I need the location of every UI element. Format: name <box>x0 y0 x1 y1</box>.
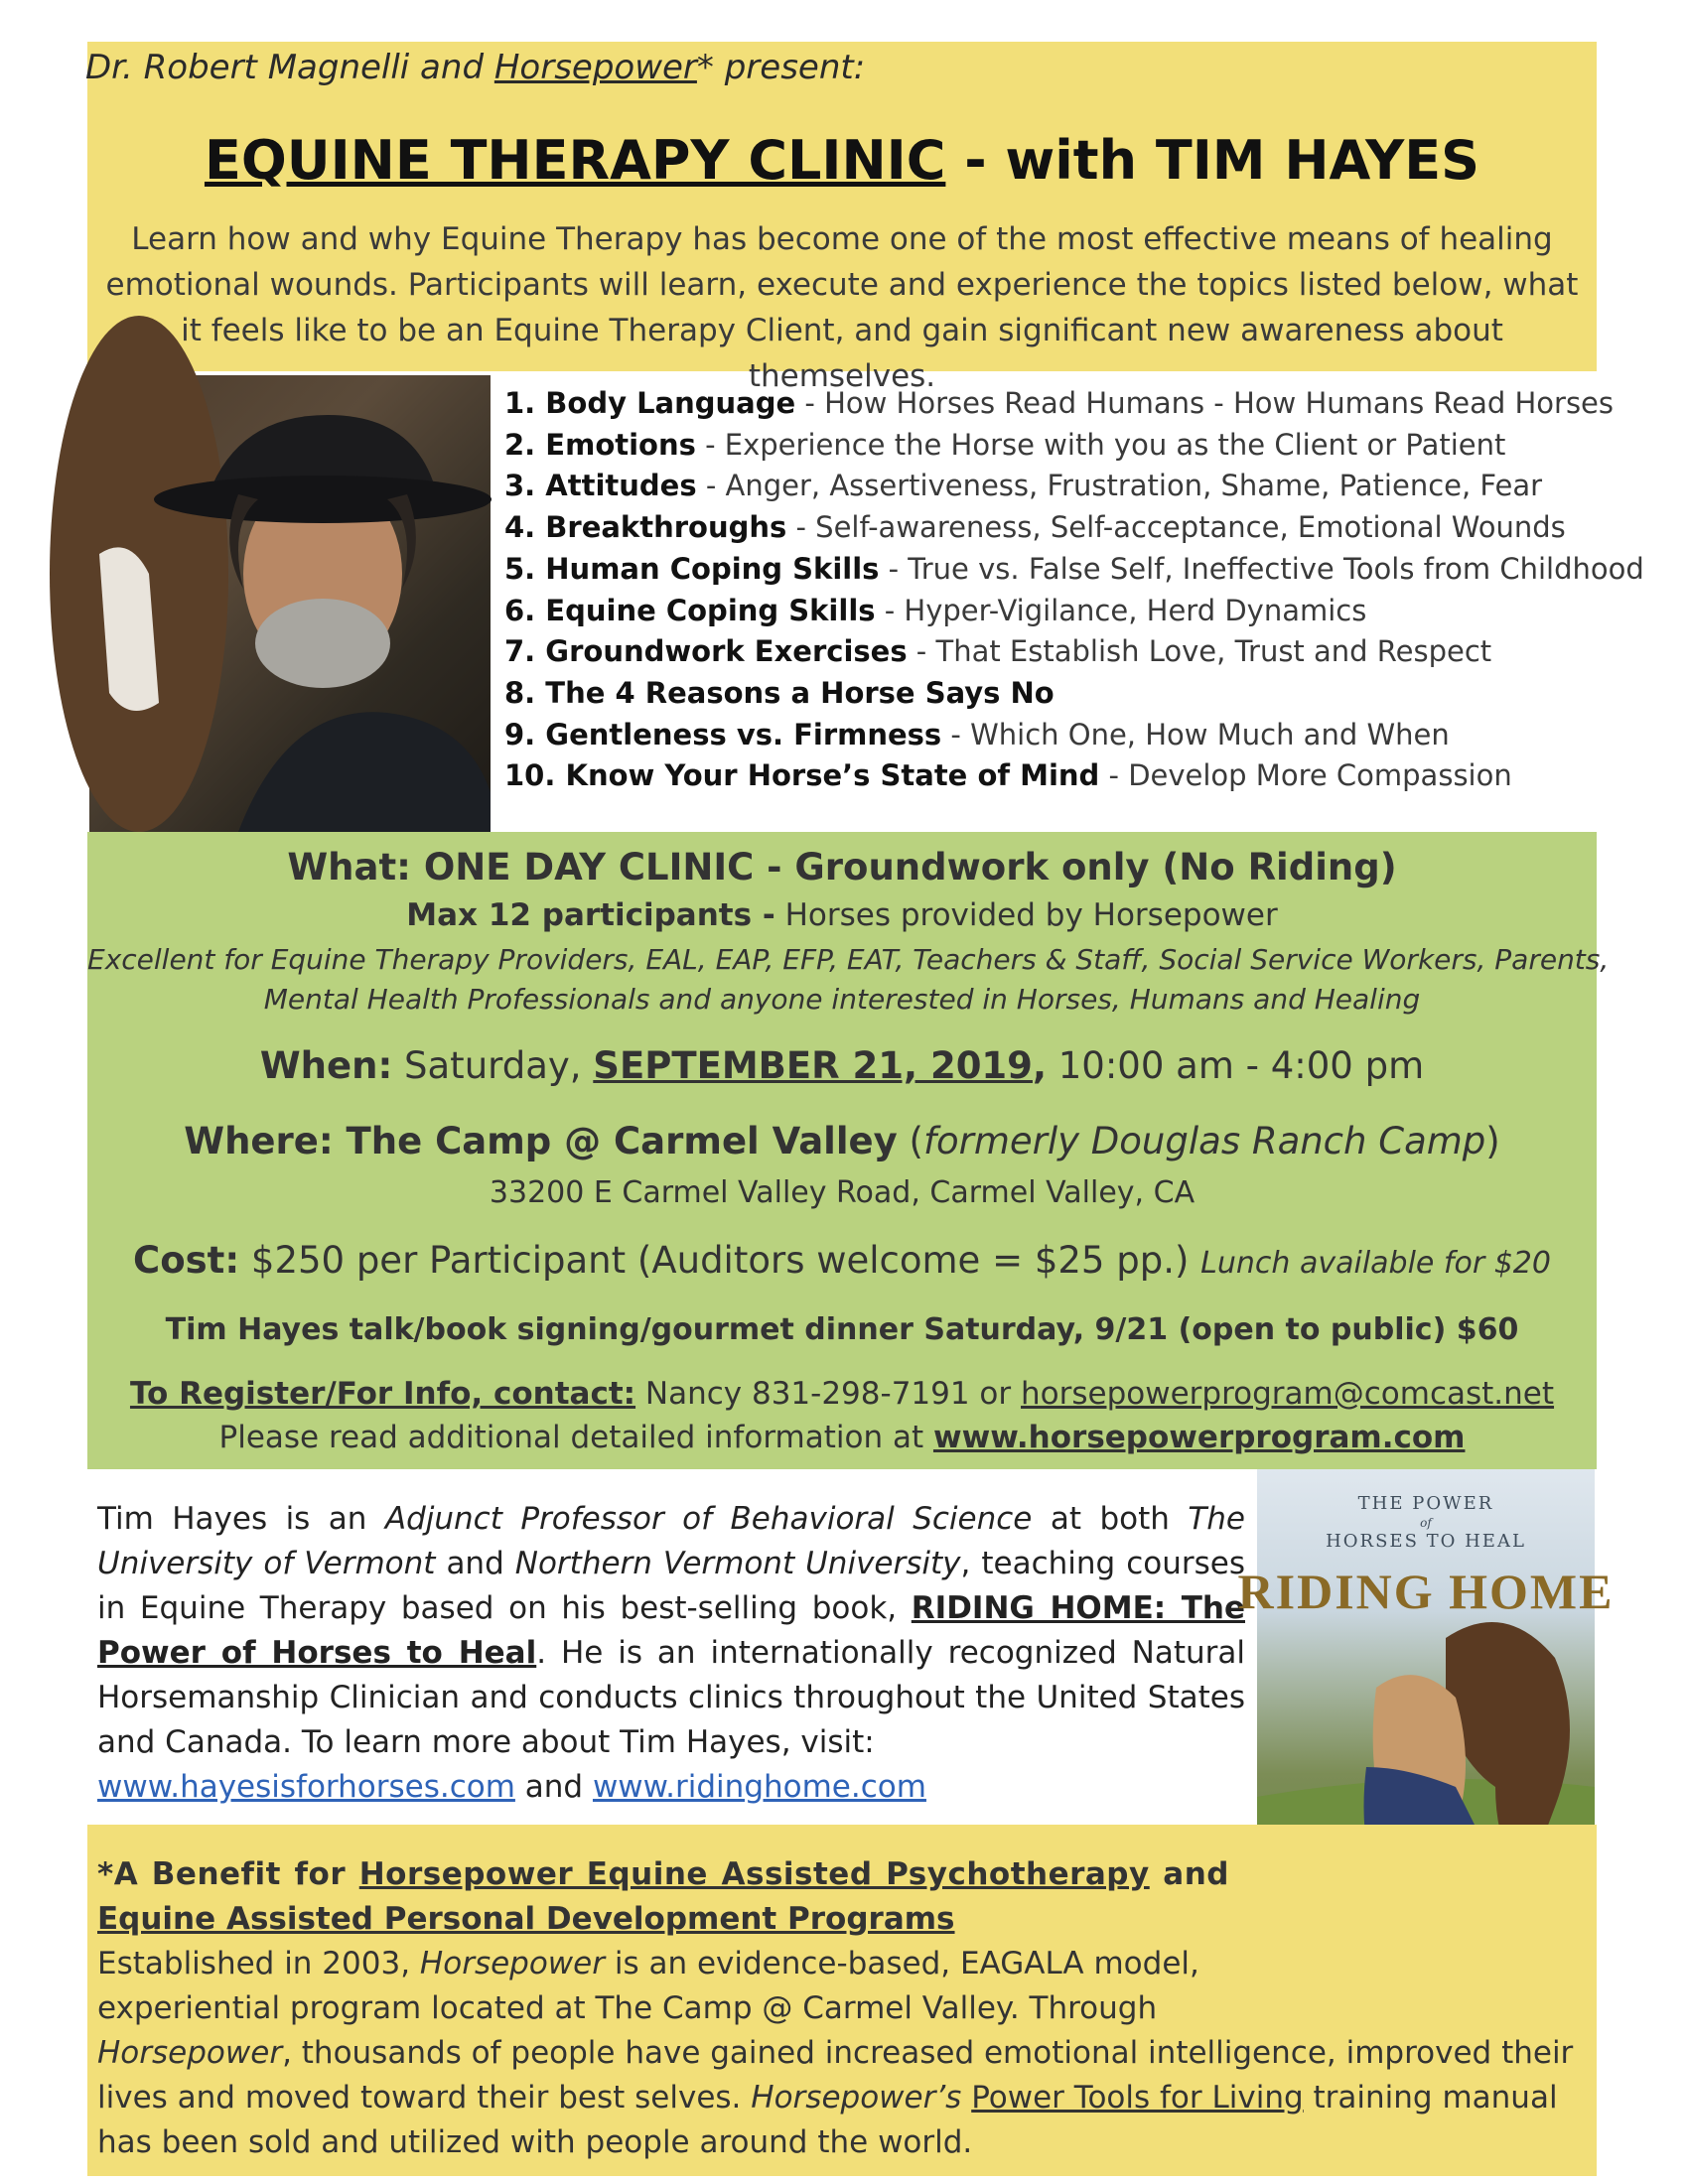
book-title: RIDING HOME <box>1237 1564 1615 1619</box>
topic-title: 4. Breakthroughs <box>504 510 787 545</box>
where-paren-close: ) <box>1485 1120 1500 1162</box>
register-label: To Register/For Info, contact: <box>129 1376 636 1412</box>
cost-text: $250 per Participant (Auditors welcome = $25 pp.) <box>239 1239 1201 1282</box>
when-date: SEPTEMBER 21, 2019 <box>593 1044 1033 1087</box>
topic-title: 10. Know Your Horse’s State of Mind <box>504 758 1100 793</box>
header-banner <box>85 42 1597 394</box>
when-label: When: <box>259 1044 393 1087</box>
list-item <box>504 673 1646 715</box>
benefit-body <box>97 1942 1229 2031</box>
benefit-b4: Horsepower <box>97 2035 283 2071</box>
title-rest: - with TIM HAYES <box>945 129 1480 192</box>
topic-title: 1. Body Language <box>504 386 796 420</box>
book-subtitle-2: HORSES TO HEAL <box>1326 1531 1526 1552</box>
portrait-illustration <box>89 375 491 832</box>
bio-book-title: RIDING HOME: The Power of Horses to Heal <box>97 1590 1245 1671</box>
bio-nvu: Northern Vermont University <box>514 1546 961 1581</box>
cost-label: Cost: <box>133 1239 240 1282</box>
list-item <box>504 425 1646 467</box>
topic-desc: - Anger, Assertiveness, Frustration, Shame, Patience, Fear <box>696 469 1543 503</box>
benefit-b7 <box>961 2080 971 2116</box>
event-address: 33200 E Carmel Valley Road, Carmel Valley, CA <box>489 1175 1196 1210</box>
topic-desc: - That Establish Love, Trust and Respect <box>907 634 1492 669</box>
book-subtitle-of: of <box>1420 1516 1432 1530</box>
benefit-heading-1 <box>97 1852 1229 1897</box>
bio-t5: and <box>435 1546 515 1581</box>
list-item <box>504 591 1646 632</box>
topics-list <box>504 383 1646 797</box>
benefit-b3: is an evidence-based, EAGALA model, experiential program located at The Camp @ Carmel Valley. Through <box>97 1946 1199 2026</box>
benefit-b8: Power Tools for Living <box>971 2080 1304 2116</box>
max-rest: Horses provided by Horsepower <box>774 897 1278 933</box>
list-item <box>504 631 1646 673</box>
max-label: Max 12 participants - <box>406 897 775 933</box>
bio-and: and <box>514 1769 593 1805</box>
benefit-section <box>87 1825 1597 2176</box>
event-details <box>87 832 1610 1469</box>
event-audience-line-1: Excellent for Equine Therapy Providers, EAL, EAP, EFP, EAT, Teachers & Staff, Social Service Workers, Parents, <box>87 943 1610 976</box>
title-main: EQUINE THERAPY CLINIC <box>204 129 946 192</box>
benefit-head-c: and <box>1149 1856 1229 1892</box>
bio-position: Adjunct Professor of Behavioral Science <box>384 1501 1033 1537</box>
list-item <box>504 715 1646 756</box>
register-email-link[interactable]: horsepowerprogram@comcast.net <box>1021 1376 1555 1412</box>
topic-title: 6. Equine Coping Skills <box>504 593 876 627</box>
horsepower-link[interactable]: Horsepower <box>493 48 697 87</box>
book-subtitle-1: THE POWER <box>1357 1493 1494 1514</box>
topic-desc: - How Horses Read Humans - How Humans Read Horses <box>795 386 1615 420</box>
bio-text <box>97 1497 1245 1765</box>
topic-title: 8. The 4 Reasons a Horse Says No <box>504 675 1055 710</box>
event-where <box>87 1120 1597 1162</box>
benefit-head-b: Horsepower Equine Assisted Psychotherapy <box>358 1856 1150 1892</box>
ridinghome-link[interactable]: www.ridinghome.com <box>592 1769 926 1805</box>
website-link[interactable]: www.horsepowerprogram.com <box>932 1420 1466 1455</box>
bio-t7: , teaching courses in Equine Therapy based on his best-selling book, <box>97 1546 1245 1626</box>
list-item <box>504 507 1646 549</box>
event-register <box>87 1376 1597 1412</box>
event-dinner: Tim Hayes talk/book signing/gourmet dinner Saturday, 9/21 (open to public) $60 <box>165 1312 1519 1347</box>
event-read-more <box>87 1420 1597 1455</box>
list-item <box>504 383 1646 425</box>
benefit-b5: , thousands of people have gained increased emotional intelligence, improved their lives and moved toward their best selves. <box>97 2035 1574 2116</box>
where-note: formerly Douglas Ranch Camp <box>922 1120 1486 1162</box>
page-title <box>87 129 1597 192</box>
benefit-b6: Horsepower’s <box>751 2080 962 2116</box>
list-item <box>504 549 1646 591</box>
cost-lunch: Lunch available for $20 <box>1200 1246 1551 1281</box>
tim-hayes-photo <box>89 375 491 832</box>
presenter-line <box>85 48 865 87</box>
bio-t3: at both <box>1032 1501 1189 1537</box>
topic-title: 3. Attitudes <box>504 469 697 503</box>
when-time: 10:00 am - 4:00 pm <box>1047 1044 1425 1087</box>
topic-title: 2. Emotions <box>504 427 696 462</box>
topic-desc: - Develop More Compassion <box>1099 758 1512 793</box>
register-contact: Nancy 831-298-7191 or <box>635 1376 1022 1412</box>
benefit-b9: training manual has been sold and utilized with people around the world. <box>97 2080 1558 2160</box>
presenter-suffix: * present: <box>696 48 866 87</box>
bio-links <box>97 1765 1245 1810</box>
list-item <box>504 466 1646 507</box>
event-max-participants <box>87 897 1597 933</box>
topic-title: 9. Gentleness vs. Firmness <box>504 717 942 751</box>
hayesisforhorses-link[interactable]: www.hayesisforhorses.com <box>97 1769 515 1805</box>
bio-uvm: The University of Vermont <box>97 1501 1245 1581</box>
topic-desc: - Self-awareness, Self-acceptance, Emotional Wounds <box>786 510 1566 545</box>
event-when <box>87 1044 1597 1087</box>
benefit-b2: Horsepower <box>419 1946 605 1981</box>
when-comma: , <box>1032 1044 1047 1087</box>
topic-desc: - Experience the Horse with you as the Client or Patient <box>695 427 1506 462</box>
presenter-prefix: Dr. Robert Magnelli and <box>85 48 494 87</box>
topic-title: 5. Human Coping Skills <box>504 551 880 586</box>
topic-title: 7. Groundwork Exercises <box>504 634 908 669</box>
where-label: Where: The Camp @ Carmel Valley <box>184 1120 898 1162</box>
event-audience-line-2: Mental Health Professionals and anyone interested in Horses, Humans and Healing <box>263 983 1421 1016</box>
benefit-head-a: *A Benefit for <box>97 1856 359 1892</box>
benefit-b1: Established in 2003, <box>97 1946 420 1981</box>
event-cost <box>87 1239 1597 1282</box>
topic-desc: - True vs. False Self, Ineffective Tools from Childhood <box>879 551 1644 586</box>
topic-desc: - Which One, How Much and When <box>941 717 1450 751</box>
where-paren-open: ( <box>897 1120 923 1162</box>
intro-paragraph: Learn how and why Equine Therapy has become one of the most effective means of healing emotional wounds. Participants will learn, execute and experience the topics listed below, what it feels like to be an Equine Therapy Client, and gain significant new awareness about themselves. <box>105 221 1579 394</box>
benefit-body-continued <box>97 2031 1587 2165</box>
benefit-heading-2: Equine Assisted Personal Development Programs <box>97 1901 955 1937</box>
topic-desc: - Hyper-Vigilance, Herd Dynamics <box>875 593 1367 627</box>
bio-paragraph <box>97 1497 1245 1810</box>
read-text: Please read additional detailed information at <box>218 1420 933 1455</box>
bio-t8: . He is an internationally recognized Natural Horsemanship Clinician and conducts clinics throughout the United States and Canada. To learn more about Tim Hayes, visit: <box>97 1635 1246 1760</box>
event-what: What: ONE DAY CLINIC - Groundwork only (No Riding) <box>287 846 1397 888</box>
list-item <box>504 755 1646 797</box>
bio-t1: Tim Hayes is an <box>97 1501 385 1537</box>
when-day: Saturday, <box>392 1044 594 1087</box>
